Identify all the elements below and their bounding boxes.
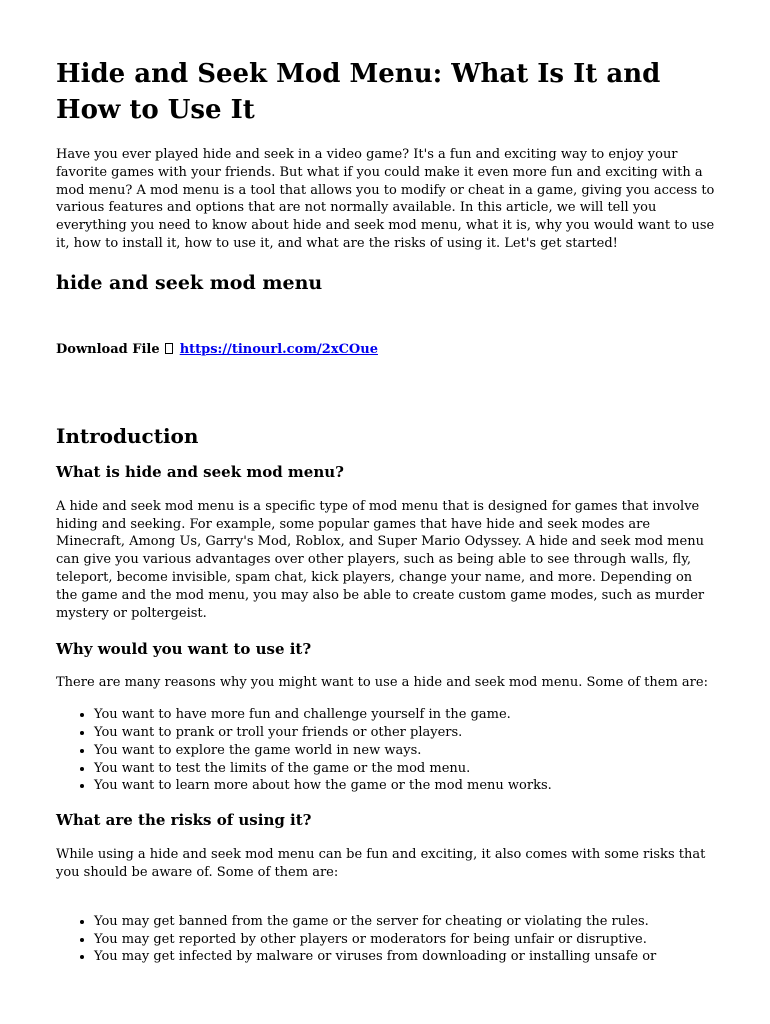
list-item: • You want to learn more about how the game or the mod menu works.: [94, 777, 716, 795]
keyword-heading: hide and seek mod menu: [56, 271, 323, 294]
download-link[interactable]: https://tinourl.com/2xCOue: [179, 341, 378, 357]
risks-list: [56, 913, 716, 966]
list-item: • You want to prank or troll your friends or other players.: [94, 724, 716, 742]
what-body: A hide and seek mod menu is a specific type of mod menu that is designed for games that involve hiding and seeking. For example, some popular games that have hide and seek modes are Minecraft, Among Us, Garry's Mod, Roblox, and Super Mario Odyssey. A hide and seek mod menu can give you various advantages over other players, such as being able to see through walls, fly, teleport, become invisible, spam chat, kick players, change your name, and more. Depending on the game and the mod menu, you may also be able to create custom game modes, such as murder mystery or poltergeist.: [56, 498, 705, 621]
introduction-heading: Introduction: [56, 423, 199, 448]
risks-body: While using a hide and seek mod menu can be fun and exciting, it also comes with some risks that you should be aware of. Some of them are:: [56, 847, 706, 880]
risks-heading: What are the risks of using it?: [56, 811, 312, 830]
download-label: Download File: [56, 341, 160, 357]
why-list: [56, 706, 716, 795]
list-item: • You want to explore the game world in new ways.: [94, 742, 716, 760]
document-page: [56, 56, 716, 966]
page-title: Hide and Seek Mod Menu: What Is It and How to Use It: [56, 59, 661, 125]
what-heading: What is hide and seek mod menu?: [56, 462, 344, 481]
list-item: • You may get infected by malware or viruses from downloading or installing unsafe or: [94, 948, 716, 966]
intro-paragraph: Have you ever played hide and seek in a video game? It's a fun and exciting way to enjoy your favorite games with your friends. But what if you could make it even more fun and exciting with a mod menu? A mod menu is a tool that allows you to modify or cheat in a game, giving you access to various features and options that are not normally available. In this article, we will tell you everything you need to know about hide and seek mod menu, what it is, why you would want to use it, how to install it, how to use it, and what are the risks of using it. Let's get started!: [56, 147, 715, 251]
arrow-icon: [165, 343, 173, 354]
why-body: There are many reasons why you might want to use a hide and seek mod menu. Some of them are:: [56, 675, 708, 691]
list-item: • You may get reported by other players or moderators for being unfair or disruptive.: [94, 931, 716, 949]
why-heading: Why would you want to use it?: [56, 640, 312, 659]
download-line: [56, 341, 716, 359]
list-item: • You want to test the limits of the game or the mod menu.: [94, 760, 716, 778]
list-item: • You may get banned from the game or the server for cheating or violating the rules.: [94, 913, 716, 931]
list-item: • You want to have more fun and challenge yourself in the game.: [94, 706, 716, 724]
